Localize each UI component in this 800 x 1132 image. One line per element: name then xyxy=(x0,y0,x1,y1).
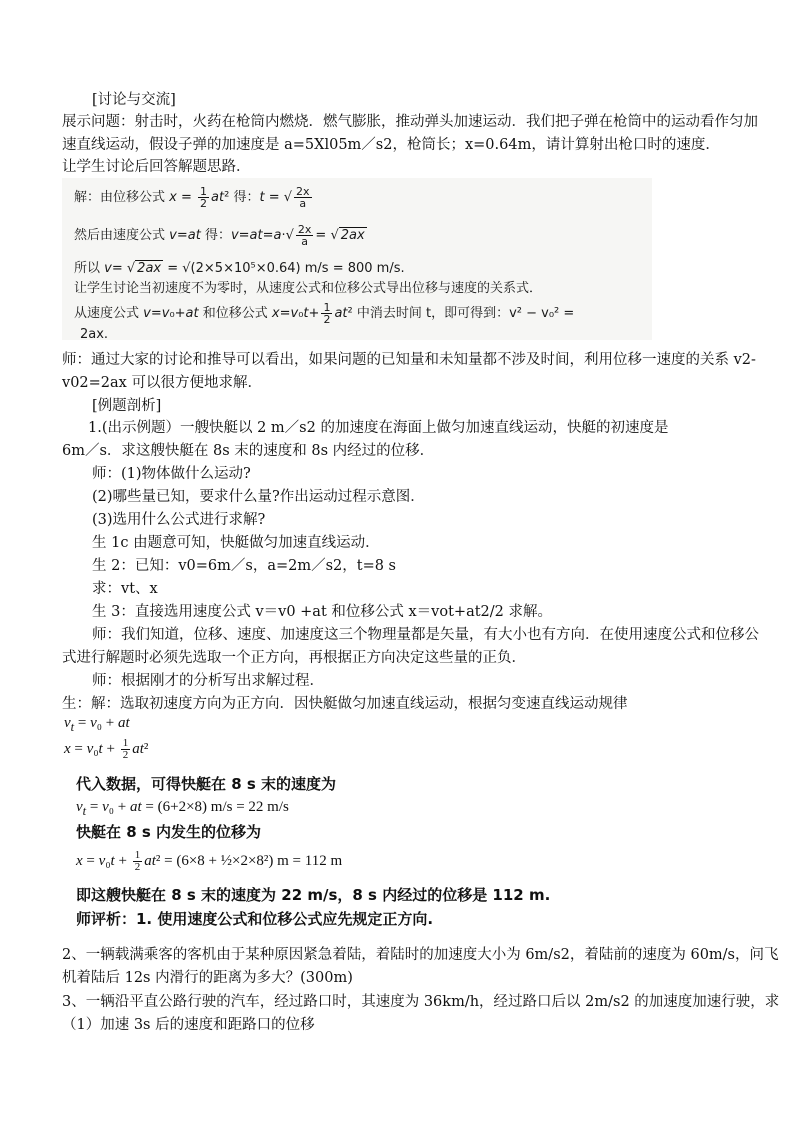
dialog-line: 式进行解题时必须先选取一个正方向，再根据正方向决定这些量的正负． xyxy=(62,650,526,666)
section-header: [讨论与交流] xyxy=(92,92,176,108)
formula-conclusion: 即这艘快艇在 8 s 末的速度为 22 m/s，8 s 内经过的位移是 112 m. xyxy=(76,886,551,904)
teacher-note: v02=2ax 可以很方便地求解． xyxy=(62,375,262,391)
dialog-line: (3)选用什么公式进行求解? xyxy=(92,512,266,528)
intro-line: 让学生讨论后回答解题思路． xyxy=(62,159,251,175)
solution-line-4: 让学生讨论当初速度不为零时，从速度公式和位移公式导出位移与速度的关系式． xyxy=(74,281,543,296)
solution-line-6: 2ax. xyxy=(80,327,109,342)
problem-line: 3、一辆沿平直公路行驶的汽车，经过路口时，其速度为 36km/h，经过路口后以 2m/s2 的加速度加速行驶，求 xyxy=(62,994,780,1010)
solution-line-5: 从速度公式 v=v₀+at 和位移公式 x=v₀t+ $\frac{1}{2}$ at² 中消去时间 t，即可得到：v² − v₀² = xyxy=(74,301,575,326)
dialog-line: 生 3：直接选用速度公式 v＝v0 +at 和位移公式 x＝vot+at2/2 求解。 xyxy=(92,604,552,620)
dialog-line: 生：解：选取初速度方向为正方向．因快艇做匀加速直线运动，根据匀变速直线运动规律 xyxy=(62,696,628,712)
teacher-comment: 师评析：1. 使用速度公式和位移公式应先规定正方向. xyxy=(76,910,434,928)
solution-line-2: 然后由速度公式 v=at 得：v=at=a·√ $\frac{2x}{a}$ = √ 2ax xyxy=(74,223,365,248)
example-header: [例题剖析] xyxy=(92,398,162,414)
problem-line: 机着陆后 12s 内滑行的距离为多大？(300m) xyxy=(62,970,353,986)
intro-line: 展示问题：射击时，火药在枪筒内燃烧．燃气膨胀，推动弹头加速运动．我们把子弹在枪筒中的运动看作匀加 xyxy=(62,114,758,130)
solution-line-3: 所以 v= √ 2ax = √(2×5×10⁵×0.64) m/s = 800 m/s. xyxy=(74,261,405,276)
example-question: 6m／s．求这艘快艇在 8s 末的速度和 8s 内经过的位移． xyxy=(62,443,435,459)
dialog-line: 求：vt、x xyxy=(92,581,158,597)
dialog-line: 师：(1)物体做什么运动? xyxy=(92,466,251,482)
teacher-note: 师：通过大家的讨论和推导可以看出，如果问题的已知量和未知量都不涉及时间，利用位移一速度的关系 v2- xyxy=(62,352,756,368)
formula-label-velocity: 代入数据，可得快艇在 8 s 末的速度为 xyxy=(76,775,337,793)
dialog-line: 师：根据刚才的分析写出求解过程． xyxy=(92,673,324,689)
dialog-line: 师：我们知道，位移、速度、加速度这三个物理量都是矢量，有大小也有方向．在使用速度公式和位移公 xyxy=(92,627,759,643)
problem-line: 2、一辆载满乘客的客机由于某种原因紧急着陆，着陆时的加速度大小为 6m/s2，着陆前的速度为 60m/s，问飞 xyxy=(62,947,779,963)
solution-image-block xyxy=(62,178,652,340)
formula-displacement: x = v₀t + $\frac{1}{2}$ at² xyxy=(64,737,149,762)
solution-line-1: 解：由位移公式 x = $\frac{1}{2}$ at² 得：t = √ $\frac{2x}{a}$ xyxy=(74,185,310,210)
dialog-line: 生 2：已知：v0=6m／s，a=2m／s2，t=8 s xyxy=(92,558,397,574)
formula-velocity: $v_t = v_0$ + at xyxy=(64,715,130,734)
example-question: 1.(出示例题）一艘快艇以 2 m／s2 的加速度在海面上做匀加速直线运动，快艇的初速度是 xyxy=(88,420,669,436)
dialog-line: 生 1c 由题意可知，快艇做匀加速直线运动． xyxy=(92,535,380,551)
formula-label-displacement: 快艇在 8 s 内发生的位移为 xyxy=(76,823,262,841)
intro-line: 速直线运动，假设子弹的加速度是 a=5Xl05m／s2，枪筒长；x=0.64m，请计算射出枪口时的速度． xyxy=(62,137,720,153)
problem-line: （1）加速 3s 后的速度和距路口的位移 xyxy=(62,1017,315,1033)
dialog-line: (2)哪些量已知，要求什么量?作出运动过程示意图． xyxy=(92,489,425,505)
formula-displacement-calc: x = v₀t + $\frac{1}{2}$ at² = (6×8 + ½×2×8²) m = 112 m xyxy=(76,849,343,874)
formula-velocity-calc: $v_t = v_0$ + at = (6+2×8) m/s = 22 m/s xyxy=(76,799,289,818)
